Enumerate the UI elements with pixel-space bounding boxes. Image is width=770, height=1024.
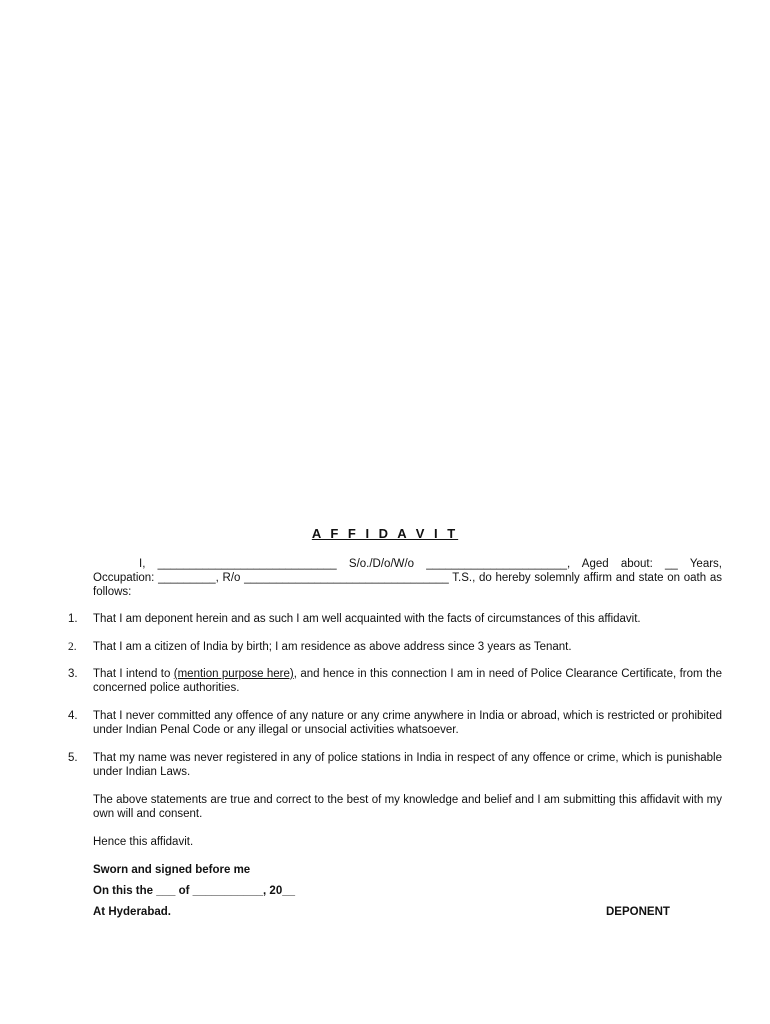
list-item-number: 4.	[68, 710, 78, 722]
list-item-text: That I am a citizen of India by birth; I am residence as above address since 3 years as Tenant.	[93, 641, 572, 653]
list-item-4	[68, 709, 722, 737]
list-item-text: That my name was never registered in any of police stations in India in respect of any offence or crime, which is punishable under Indian Laws.	[93, 752, 722, 778]
list-item-5	[68, 751, 722, 779]
intro-text: I, ____________________________ S/o./D/o/W/o ______________________, Aged about: __ Years, Occupation: _________, R/o ________________________________ T.S., do hereby solemnly affirm and state on oath as follows:	[93, 558, 722, 598]
document-title: A F F I D A V I T	[311, 526, 459, 541]
purpose-placeholder: (mention purpose here)	[173, 668, 294, 680]
sworn-line: Sworn and signed before me	[93, 864, 251, 876]
list-item-text-before: That I intend to	[93, 668, 174, 680]
list-item-text: That I am deponent herein and as such I am well acquainted with the facts of circumstances of this affidavit.	[93, 613, 641, 625]
statement-paragraph: The above statements are true and correct to the best of my knowledge and belief and I am submitting this affidavit with my own will and consent.	[93, 794, 722, 820]
place-line: At Hyderabad.	[93, 906, 171, 918]
list-item-2	[68, 640, 722, 654]
list-item-3	[68, 667, 722, 695]
list-item-number: 1.	[68, 613, 78, 625]
list-item-number: 5.	[68, 752, 78, 764]
deponent-signature-label: DEPONENT	[606, 906, 670, 918]
date-line: On this the ___ of ___________, 20__	[93, 885, 296, 897]
intro-paragraph	[93, 557, 722, 599]
list-item-text	[93, 667, 722, 695]
hence-line: Hence this affidavit.	[93, 836, 194, 848]
list-item-text-after: , and hence in this connection I am in need of Police Clearance Certificate, from the concerned police authorities.	[93, 668, 722, 694]
list-item-1	[68, 612, 722, 626]
list-item-number: 3.	[68, 668, 78, 680]
list-item-number: 2.	[68, 641, 77, 653]
list-item-text: That I never committed any offence of any nature or any crime anywhere in India or abroad, which is restricted or prohibited under Indian Penal Code or any illegal or unsocial activities whatsoever.	[93, 710, 722, 736]
